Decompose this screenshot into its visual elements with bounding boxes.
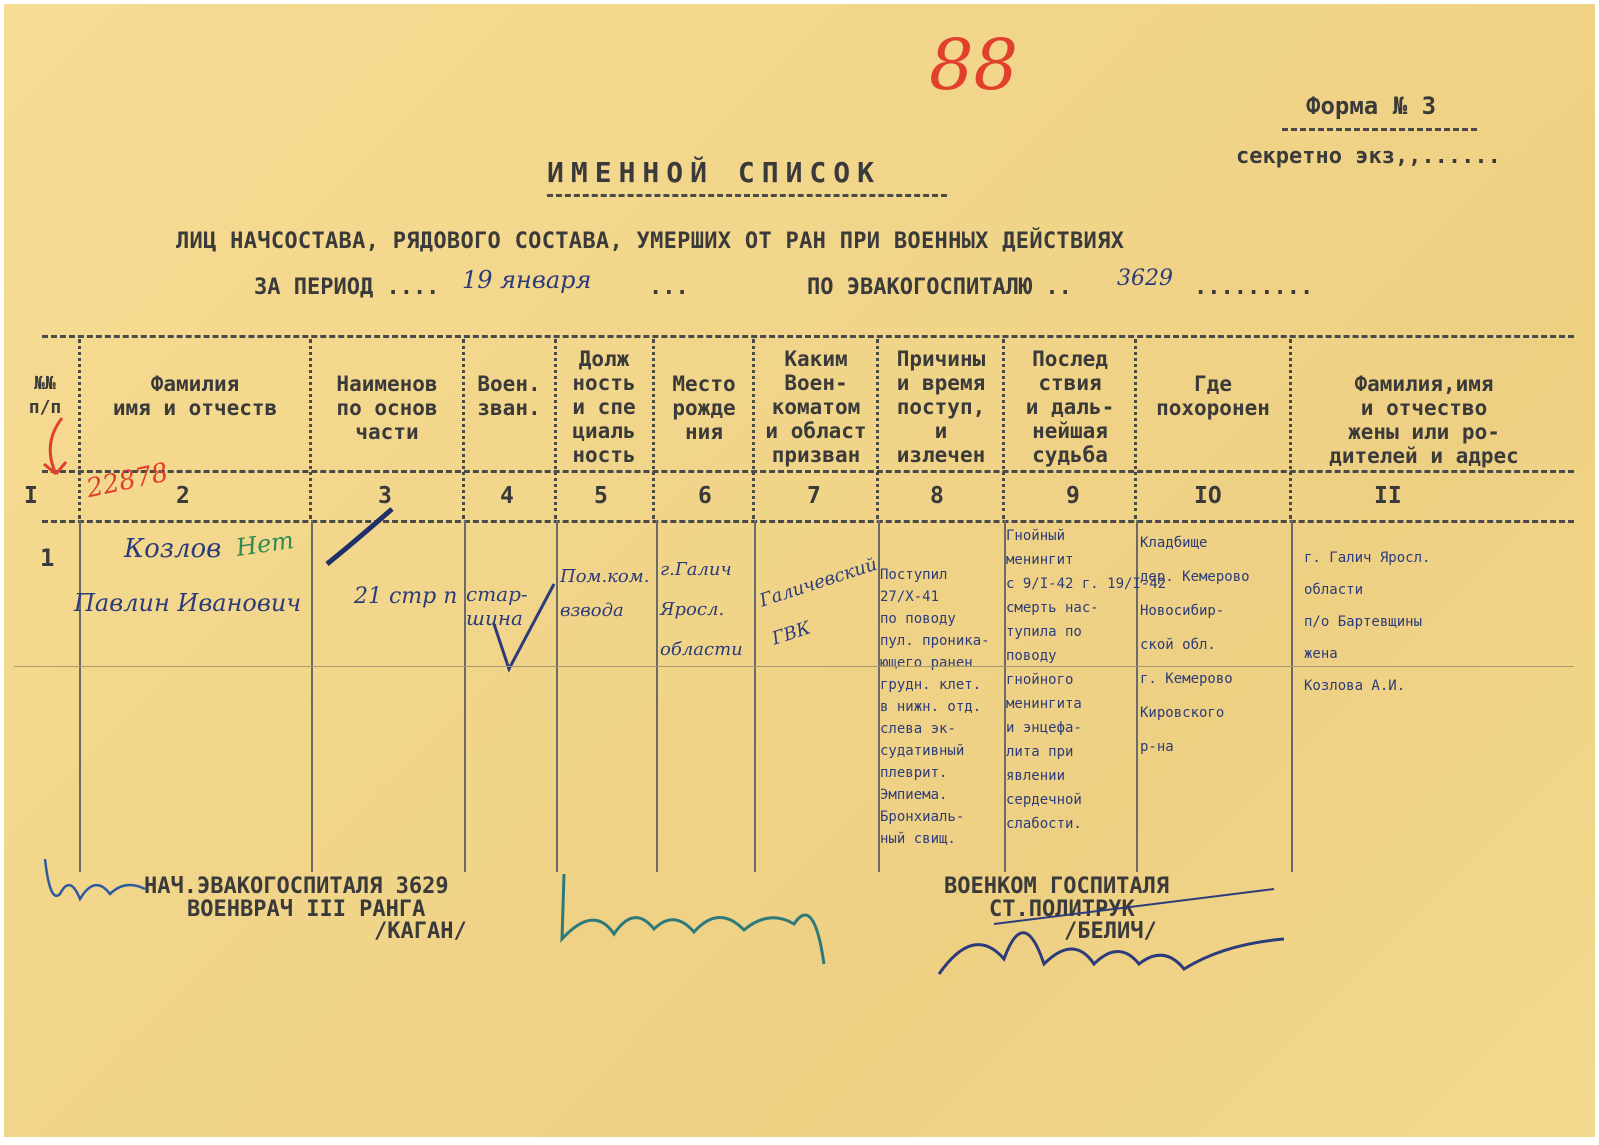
cell-line: в нижн. отд. — [880, 699, 982, 715]
hospital-value: 3629 — [1117, 266, 1173, 291]
cell-line: смерть нас- — [1006, 600, 1099, 616]
cell-line: Гнойный — [1006, 528, 1066, 544]
cell-line: дер. Кемерово — [1140, 569, 1250, 585]
unit-value: 21 стр п — [354, 584, 458, 609]
deceased-name: Павлин Иванович — [74, 589, 302, 617]
cell-line: 27/X-41 — [880, 589, 940, 605]
col-divider — [876, 339, 879, 519]
cell-line: с 9/I-42 г. 19/I-42 — [1006, 576, 1167, 592]
left-signatory-title: НАЧ.ЭВАКОГОСПИТАЛЯ 3629 — [144, 874, 449, 899]
col-divider — [79, 520, 81, 872]
col-number: 2 — [176, 483, 190, 509]
row-faint-rule — [14, 666, 1574, 667]
cell-line: п/о Бартевщины — [1304, 614, 1423, 630]
col-number: 7 — [807, 483, 821, 509]
col-divider — [656, 520, 658, 872]
col-header-num: №№ п/п — [28, 373, 62, 418]
col-header-buried: Где похоронен — [1156, 372, 1270, 420]
cell-line: явлении — [1006, 768, 1066, 784]
col-number: II — [1374, 483, 1402, 509]
period-dots: ... — [649, 275, 689, 300]
table-header-rule — [42, 470, 1574, 473]
cell-line: сердечной — [1006, 792, 1082, 808]
col-number: 9 — [1066, 483, 1080, 509]
cell-line: ный свищ. — [880, 831, 956, 847]
cell-line: жена — [1304, 646, 1338, 662]
col-divider — [309, 339, 312, 519]
col-divider — [462, 339, 465, 519]
col-number: IO — [1194, 483, 1222, 509]
cell-line: Новосибир- — [1140, 603, 1225, 619]
cell-line: и энцефа- — [1006, 720, 1082, 736]
cell-line: тупила по — [1006, 624, 1082, 640]
cell-line: пул. проника- — [880, 633, 990, 649]
birthplace-value: г.Галич Яросл. области — [660, 559, 743, 660]
right-signatory-title: ВОЕНКОМ ГОСПИТАЛЯ — [944, 874, 1170, 899]
col-divider — [311, 520, 313, 872]
col-divider — [752, 339, 755, 519]
cell-line: слабости. — [1006, 816, 1082, 832]
secrecy-label: секретно экз,,...... — [1236, 144, 1501, 169]
period-label: ЗА ПЕРИОД .... — [254, 275, 440, 300]
cause-cell — [880, 564, 1004, 850]
cell-line: Бронхиаль- — [880, 809, 965, 825]
left-signature — [40, 854, 150, 914]
col-header-position: Долж ность и спе циаль ность — [572, 347, 636, 467]
col-header-cause: Причины и время поступ, и излечен — [896, 347, 986, 467]
col-header-commissariat: Каким Воен- коматом и област призван — [765, 347, 867, 467]
subtitle: ЛИЦ НАЧСОСТАВА, РЯДОВОГО СОСТАВА, УМЕРШИХ ОТ РАН ПРИ ВОЕННЫХ ДЕЙСТВИЯХ — [176, 229, 1125, 254]
cell-line: судативный — [880, 743, 965, 759]
cell-line: поводу — [1006, 648, 1057, 664]
cell-line: области — [1304, 582, 1364, 598]
col-divider — [554, 339, 557, 519]
col-header-outcome: Послед ствия и даль- нейшая судьба — [1025, 347, 1115, 467]
cell-line: г. Галич Яросл. — [1304, 550, 1431, 566]
col-divider — [754, 520, 756, 872]
col-divider — [1134, 339, 1137, 519]
left-signatory-rank: ВОЕНВРАЧ III РАНГА — [187, 897, 426, 922]
cell-line: по поводу — [880, 611, 956, 627]
cell-line: ской обл. — [1140, 637, 1216, 653]
stamp-number: 88 — [929, 24, 1019, 106]
col-header-name: Фамилия имя и отчеств — [112, 372, 278, 420]
col-header-relatives: Фамилия,имя и отчество жены или ро- дителей и адрес — [1329, 372, 1519, 468]
cell-line: Кировского — [1140, 705, 1225, 721]
table-top-rule — [42, 335, 1574, 338]
col-number: I — [24, 483, 38, 509]
cell-line: Поступил — [880, 567, 948, 583]
deceased-surname: Козлов — [124, 534, 222, 564]
right-signatory-rank: СТ.ПОЛИТРУК — [989, 897, 1135, 922]
cell-line: Кладбище — [1140, 535, 1208, 551]
col-number: 3 — [378, 483, 392, 509]
title-underline — [547, 194, 947, 197]
document-page — [4, 4, 1595, 1137]
col-number: 4 — [500, 483, 514, 509]
period-value: 19 января — [462, 266, 592, 294]
col-number: 6 — [698, 483, 712, 509]
row-number: 1 — [40, 544, 55, 572]
cell-line: менингита — [1006, 696, 1082, 712]
cell-line: р-на — [1140, 739, 1174, 755]
col-number: 8 — [930, 483, 944, 509]
col-divider — [652, 339, 655, 519]
rank-check-mark — [484, 564, 564, 674]
col-divider — [1289, 339, 1292, 519]
red-margin-number: 22878 — [83, 457, 171, 505]
check-mark — [322, 504, 402, 574]
rank-value: стар-шина — [466, 582, 528, 630]
page-title: ИМЕННОЙ СПИСОК — [547, 156, 882, 189]
relatives-cell — [1304, 542, 1554, 702]
cell-line: слева эк- — [880, 721, 956, 737]
left-signatory-name: /КАГАН/ — [374, 919, 467, 944]
col-divider — [1002, 339, 1005, 519]
col-header-birthplace: Место рожде ния — [672, 372, 736, 444]
hospital-label: ПО ЭВАКОГОСПИТАЛЮ .. — [807, 275, 1072, 300]
col-header-unit: Наименов по основ части — [336, 372, 438, 444]
cell-line: лита при — [1006, 744, 1074, 760]
cell-line: г. Кемерово — [1140, 671, 1233, 687]
cell-line: грудн. клет. — [880, 677, 982, 693]
commissariat-value: Галичевский ГВК — [757, 553, 880, 650]
col-divider — [464, 520, 466, 872]
cell-line: гнойного — [1006, 672, 1074, 688]
green-margin-note: Нет — [234, 526, 296, 562]
center-signature — [554, 864, 844, 974]
table-number-rule — [42, 520, 1574, 523]
right-signature — [934, 884, 1294, 994]
form-underline — [1282, 128, 1477, 131]
cell-line: Эмпиема. — [880, 787, 948, 803]
col-divider — [1291, 520, 1293, 872]
buried-cell — [1140, 526, 1290, 764]
col-number: 5 — [594, 483, 608, 509]
position-value: Пом.ком. взвода — [560, 566, 650, 621]
hospital-dots: ......... — [1194, 275, 1314, 300]
cell-line: Козлова А.И. — [1304, 678, 1406, 694]
red-bracket-mark — [34, 414, 84, 484]
col-divider — [1136, 520, 1138, 872]
form-label: Форма № 3 — [1306, 92, 1437, 120]
right-signatory-name: /БЕЛИЧ/ — [1064, 919, 1157, 944]
cell-line: менингит — [1006, 552, 1074, 568]
cell-line: ющего ранен — [880, 655, 973, 671]
cell-line: плеврит. — [880, 765, 948, 781]
col-header-rank: Воен. зван. — [477, 372, 541, 420]
